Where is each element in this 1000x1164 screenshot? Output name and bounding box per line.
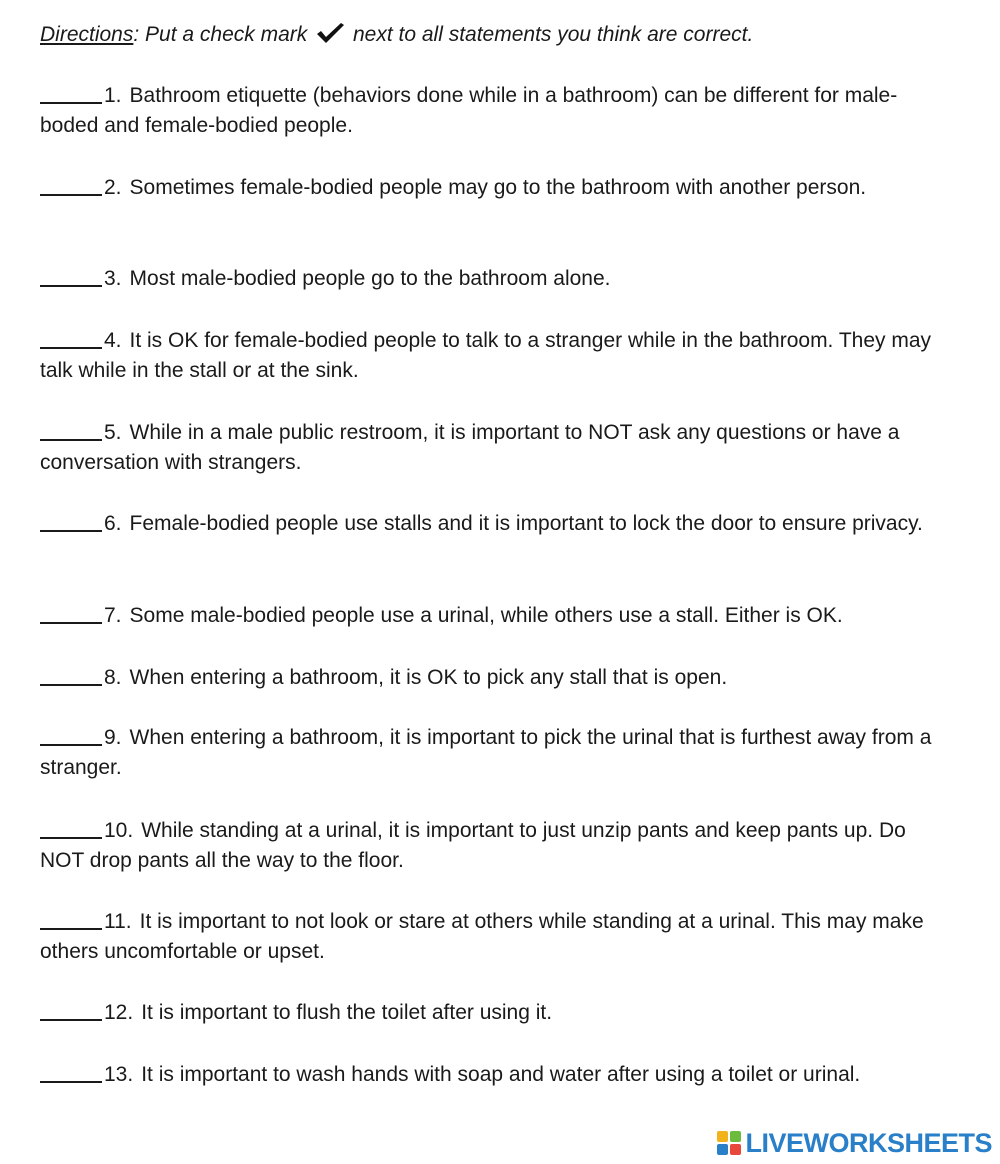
directions-text-before: : Put a check mark: [133, 23, 308, 46]
statement-text: While standing at a urinal, it is important to just unzip pants and keep pants up. Do NOT drop pants all the way to the floor.: [40, 819, 906, 872]
statement-number: 9.: [104, 726, 122, 749]
statement-number: 1.: [104, 84, 122, 107]
statement-number: 7.: [104, 604, 122, 627]
statement-text: It is OK for female-bodied people to talk to a stranger while in the bathroom. They may talk while in the stall or at the sink.: [40, 329, 932, 382]
statement-number: 3.: [104, 267, 122, 290]
statement-item-6: [40, 508, 950, 539]
statement-item-10: [40, 815, 950, 876]
answer-blank[interactable]: [40, 80, 102, 104]
statement-text: It is important to not look or stare at others while standing at a urinal. This may make others uncomfortable or upset.: [40, 910, 924, 963]
answer-blank[interactable]: [40, 263, 102, 287]
answer-blank[interactable]: [40, 997, 102, 1021]
answer-blank[interactable]: [40, 172, 102, 196]
statement-number: 11.: [104, 910, 132, 933]
statement-item-1: [40, 80, 950, 141]
statement-text: While in a male public restroom, it is important to NOT ask any questions or have a conversation with strangers.: [40, 421, 900, 474]
statement-text: It is important to flush the toilet after using it.: [141, 1001, 553, 1024]
statement-item-2: [40, 172, 950, 203]
directions-text-after: next to all statements you think are correct.: [352, 23, 754, 46]
answer-blank[interactable]: [40, 600, 102, 624]
liveworksheets-logo[interactable]: [717, 1128, 992, 1158]
statement-item-3: [40, 263, 950, 294]
directions: [40, 20, 753, 50]
statement-number: 12.: [104, 1001, 134, 1024]
statement-item-9: [40, 722, 950, 783]
statement-number: 2.: [104, 176, 122, 199]
statement-text: When entering a bathroom, it is OK to pick any stall that is open.: [129, 666, 728, 689]
statement-item-4: [40, 325, 950, 386]
answer-blank[interactable]: [40, 325, 102, 349]
statement-number: 4.: [104, 329, 122, 352]
liveworksheets-logo-text: LIVEWORKSHEETS: [745, 1127, 992, 1158]
answer-blank[interactable]: [40, 906, 102, 930]
directions-label: Directions: [40, 23, 134, 46]
answer-blank[interactable]: [40, 417, 102, 441]
answer-blank[interactable]: [40, 815, 102, 839]
statement-number: 6.: [104, 512, 122, 535]
statement-text: It is important to wash hands with soap and water after using a toilet or urinal.: [141, 1063, 861, 1086]
statement-text: Bathroom etiquette (behaviors done while in a bathroom) can be different for male-boded and female-bodied people.: [40, 84, 898, 137]
statement-number: 8.: [104, 666, 122, 689]
statement-item-12: [40, 997, 950, 1028]
statement-number: 10.: [104, 819, 134, 842]
statement-number: 5.: [104, 421, 122, 444]
answer-blank[interactable]: [40, 722, 102, 746]
statement-text: Female-bodied people use stalls and it is important to lock the door to ensure privacy.: [129, 512, 923, 535]
answer-blank[interactable]: [40, 662, 102, 686]
answer-blank[interactable]: [40, 508, 102, 532]
statement-text: Most male-bodied people go to the bathroom alone.: [129, 267, 611, 290]
answer-blank[interactable]: [40, 1059, 102, 1083]
statement-item-11: [40, 906, 950, 967]
statement-text: When entering a bathroom, it is important to pick the urinal that is furthest away from a stranger.: [40, 726, 932, 779]
statement-item-5: [40, 417, 950, 478]
statement-text: Some male-bodied people use a urinal, while others use a stall. Either is OK.: [129, 604, 843, 627]
statement-item-7: [40, 600, 950, 631]
check-mark-icon: [315, 22, 345, 44]
statement-text: Sometimes female-bodied people may go to the bathroom with another person.: [129, 176, 867, 199]
statement-item-13: [40, 1059, 950, 1090]
liveworksheets-logo-icon: [717, 1131, 741, 1155]
statement-number: 13.: [104, 1063, 134, 1086]
statement-item-8: [40, 662, 950, 693]
